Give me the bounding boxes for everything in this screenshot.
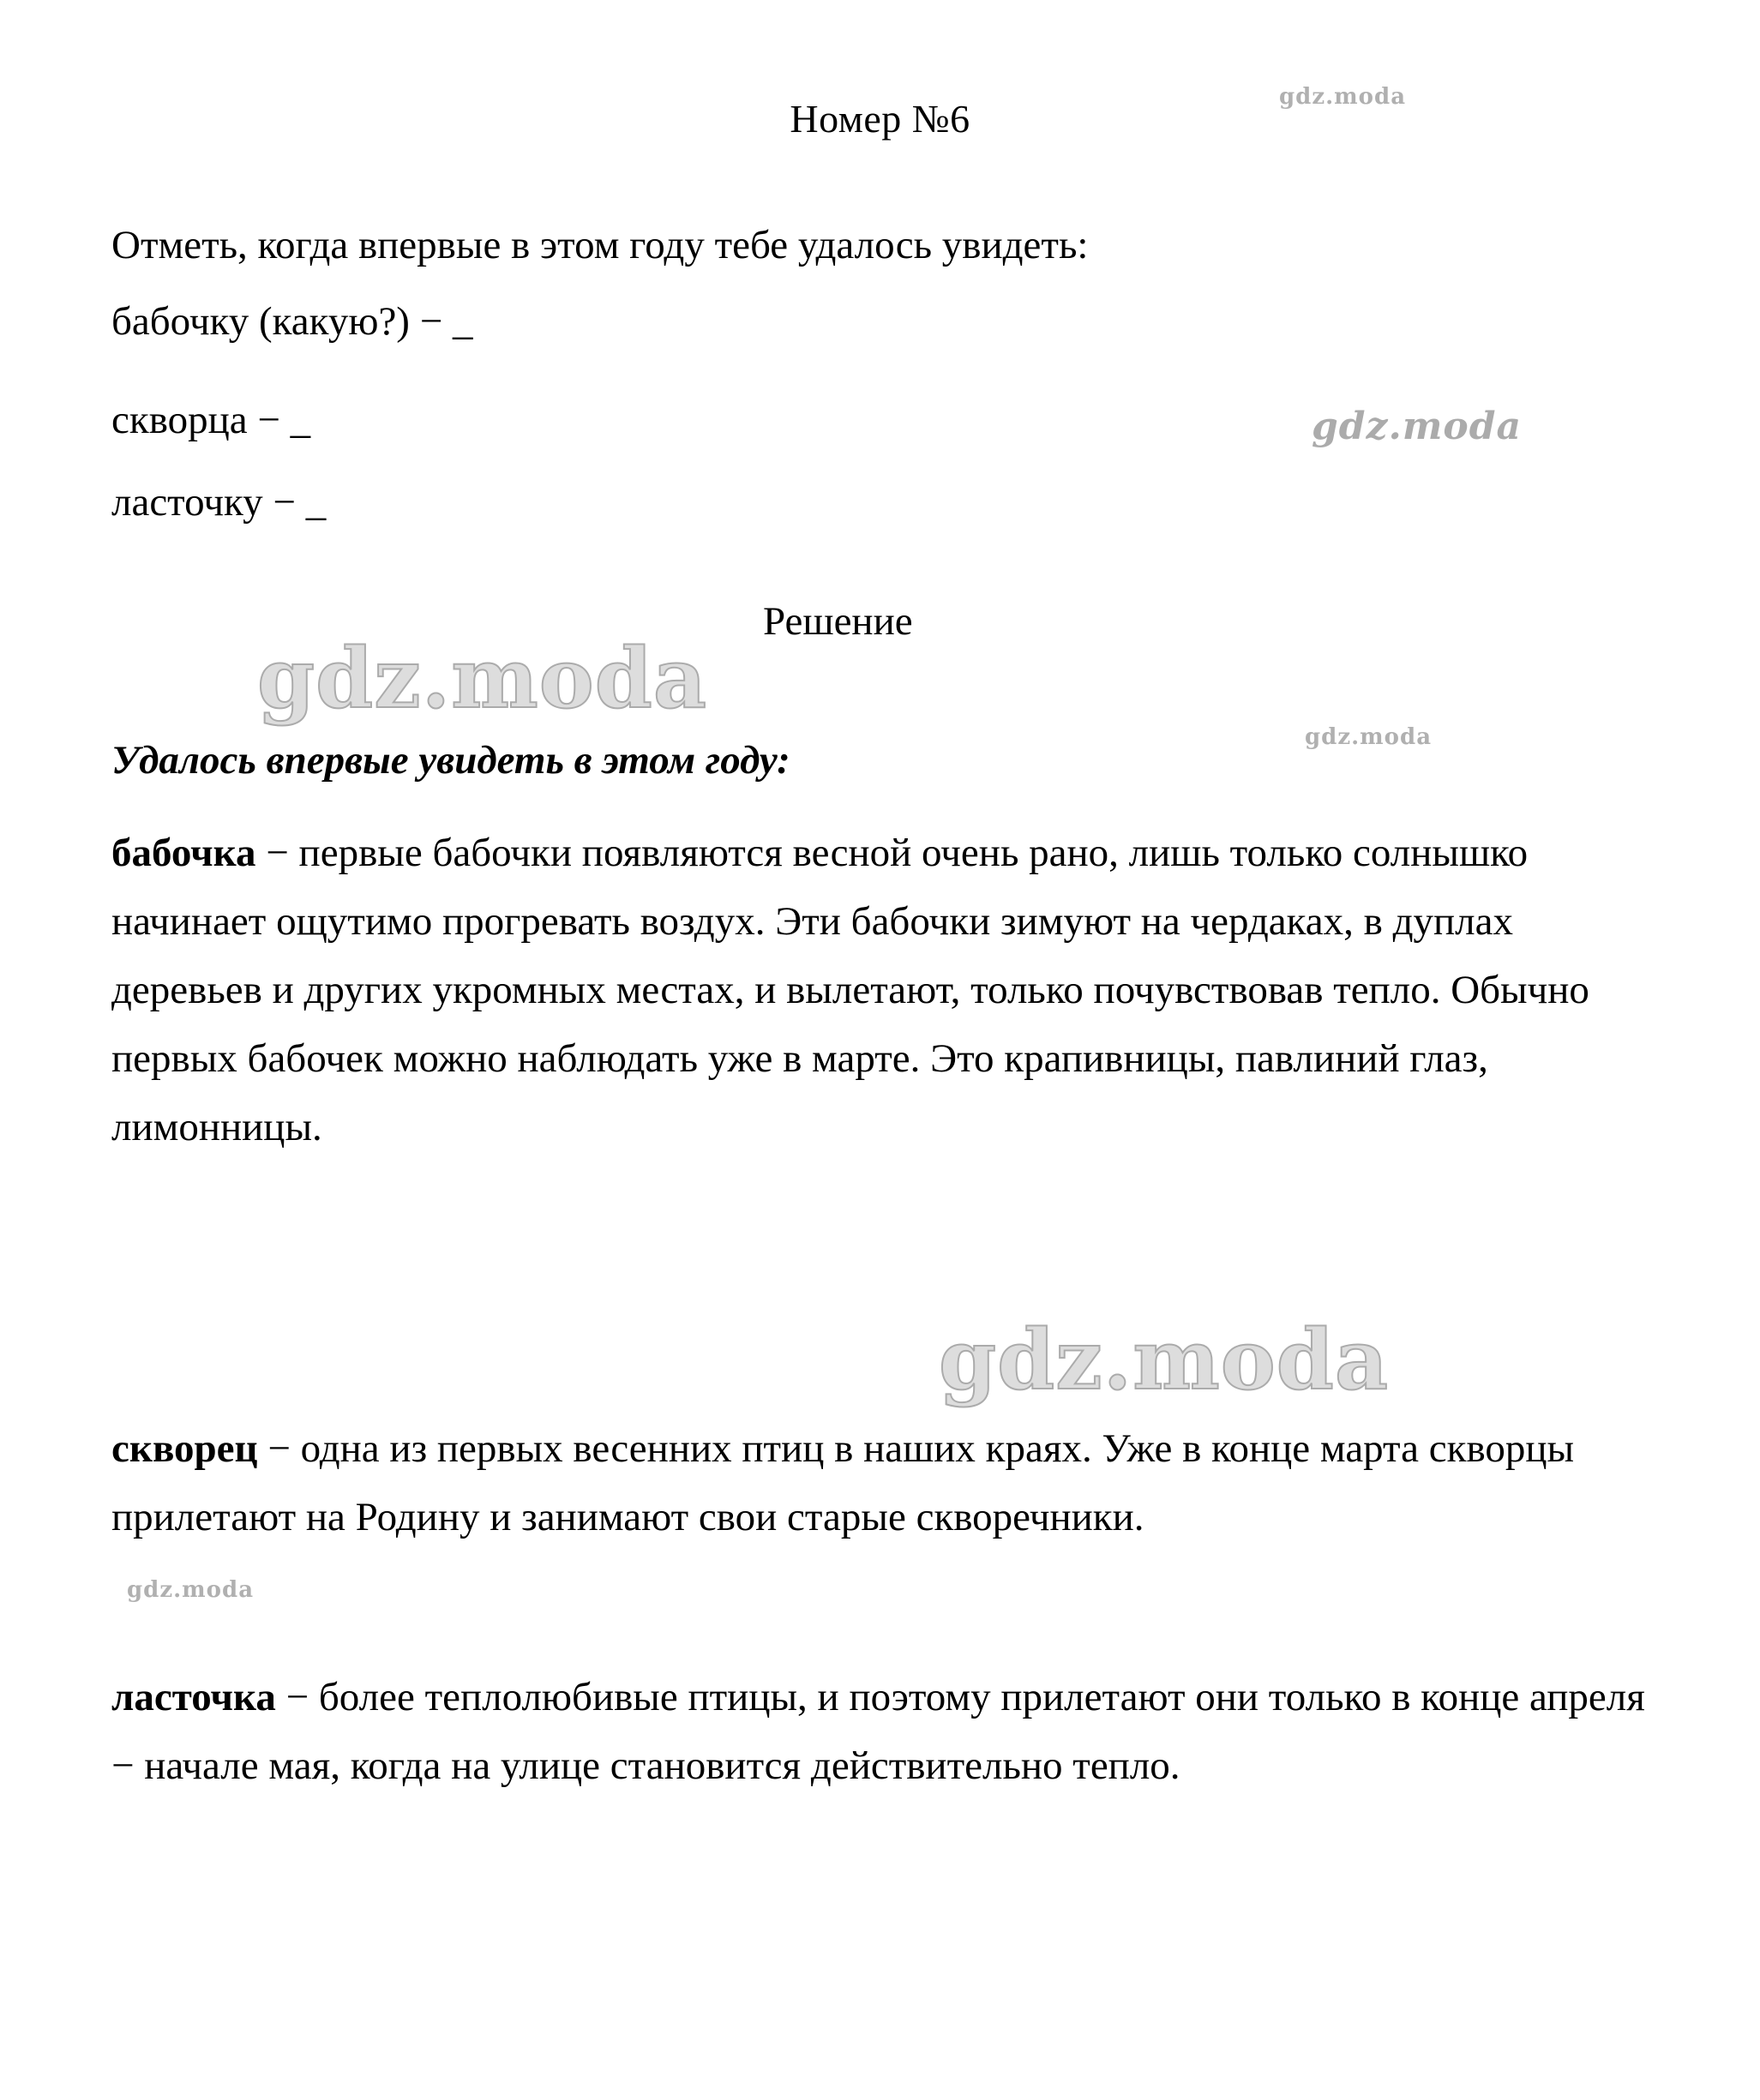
answer-term-butterfly: бабочка: [111, 831, 256, 875]
answer-text-swallow: − более теплолюбивые птицы, и поэтому прилетают они только в конце апреля − начале мая, когда на улице становится действительно тепло.: [111, 1675, 1645, 1788]
watermark: gdz.moda: [1312, 405, 1523, 448]
task-item-starling: скворца − _: [111, 398, 311, 442]
answer-paragraph-butterfly: [111, 819, 1655, 1161]
task-item-swallow: ласточку − _: [111, 480, 327, 525]
answer-heading: Удалось впервые увидеть в этом году:: [111, 738, 790, 783]
page-title: Номер №6: [790, 97, 970, 141]
answer-text-starling: − одна из первых весенних птиц в наших краях. Уже в конце марта скворцы прилетают на Родину и занимают свои старые скворечники.: [111, 1426, 1575, 1539]
watermark: gdz.moda: [127, 1577, 255, 1603]
task-item-butterfly: бабочку (какую?) − _: [111, 299, 473, 344]
answer-term-starling: скворец: [111, 1426, 258, 1471]
watermark: gdz.moda: [257, 630, 708, 727]
solution-label: Решение: [763, 599, 913, 644]
watermark: gdz.moda: [939, 1311, 1390, 1408]
task-intro-text: Отметь, когда впервые в этом году тебе удалось увидеть:: [111, 223, 1089, 267]
watermark: gdz.moda: [1305, 724, 1433, 750]
answer-paragraph-starling: [111, 1414, 1655, 1551]
answer-text-butterfly: − первые бабочки появляются весной очень рано, лишь только солнышко начинает ощутимо прогревать воздух. Эти бабочки зимуют на чердаках, в дуплах деревьев и других укромных местах, и вылетают, только почувствовав тепло. Обычно первых бабочек можно наблюдать уже в марте. Это крапивницы, павлиний глаз, лимонницы.: [111, 831, 1589, 1149]
answer-term-swallow: ласточка: [111, 1675, 276, 1719]
watermark: gdz.moda: [1279, 84, 1407, 110]
answer-paragraph-swallow: [111, 1663, 1655, 1800]
